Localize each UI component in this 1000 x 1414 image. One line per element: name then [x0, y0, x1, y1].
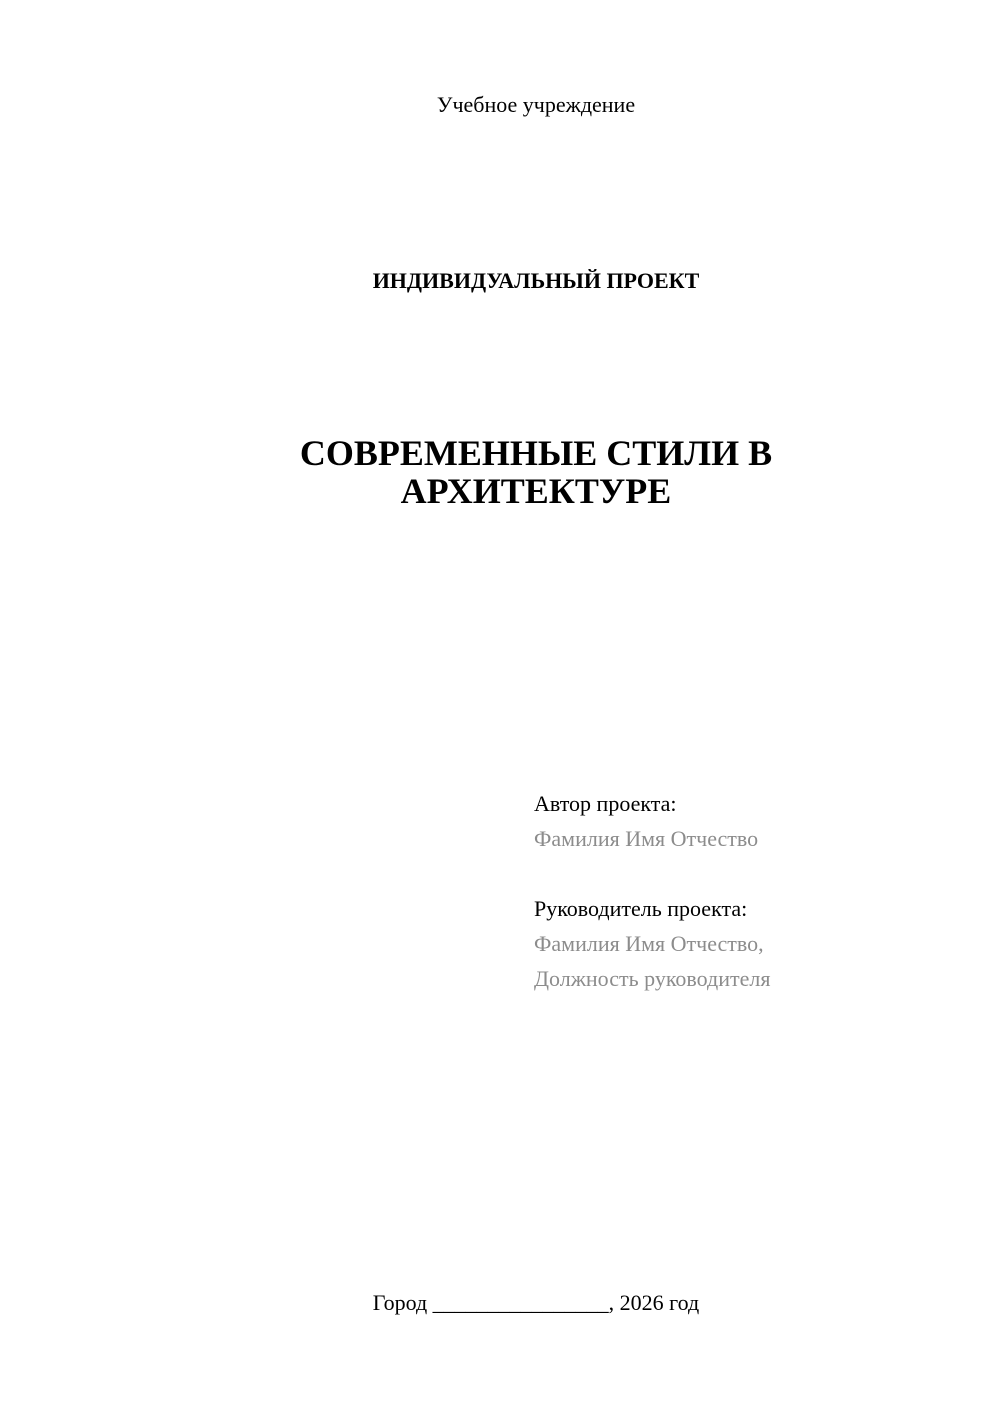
author-label: Автор проекта: — [534, 791, 677, 816]
city-year-line: Город ________________, 2026 год — [372, 1290, 700, 1315]
author-name: Фамилия Имя Отчество — [534, 826, 759, 851]
supervisor-position: Должность руководителя — [534, 966, 771, 991]
supervisor-label: Руководитель проекта: — [534, 896, 748, 921]
spacer — [534, 856, 974, 891]
project-title: СОВРЕМЕННЫЕ СТИЛИ В АРХИТЕКТУРЕ — [299, 433, 773, 511]
project-people-block — [534, 786, 974, 996]
supervisor-name: Фамилия Имя Отчество, — [534, 931, 764, 956]
project-type-heading: ИНДИВИДУАЛЬНЫЙ ПРОЕКТ — [372, 268, 700, 293]
institution-name: Учебное учреждение — [436, 92, 636, 117]
